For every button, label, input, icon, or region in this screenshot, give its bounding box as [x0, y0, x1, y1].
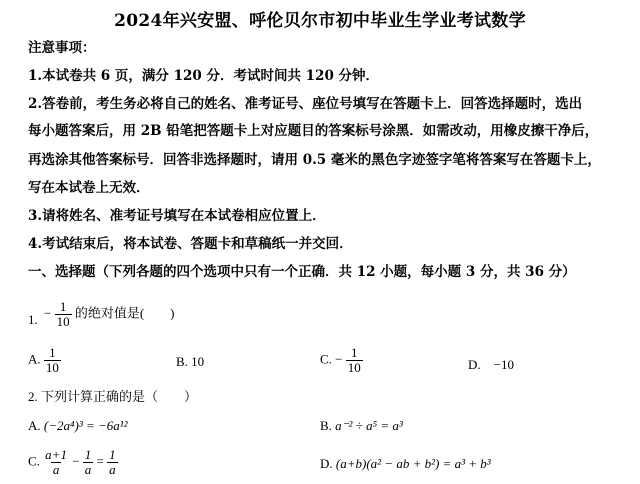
q1-neg-sign: −: [44, 305, 52, 321]
q2-option-d-label: D.: [320, 456, 333, 471]
q2-option-a-expr: (−2a⁴)³ = −6a¹²: [43, 418, 128, 433]
q1-numerator: 1: [59, 299, 67, 314]
q2-option-d-expr: (a+b)(a² − ab + b²) = a³ + b³: [335, 456, 491, 471]
q2-option-c-f1-den: a: [52, 462, 60, 477]
section-heading: 一、选择题（下列各题的四个选项中只有一个正确．共 12 小题，每小题 3 分，共 36 分）: [28, 264, 576, 280]
notice-item-2-line-4: 写在本试卷上无效．: [28, 180, 150, 196]
q2-option-a-label: A.: [28, 418, 41, 433]
q1-option-c-fraction: [346, 346, 363, 375]
q2-option-c-equals: =: [96, 453, 104, 469]
q1-option-a-label: A.: [28, 351, 41, 367]
q1-option-c-neg: −: [335, 351, 343, 367]
notice-item-2-line-1: 2.答卷前，考生务必将自己的姓名、准考证号、座位号填写在答题卡上．回答选择题时，选出: [28, 96, 583, 112]
q2-option-b-label: B.: [320, 418, 332, 433]
q2-option-b: [320, 418, 403, 434]
q1-option-a-den: 10: [45, 360, 59, 375]
q2-option-b-expr: a⁻² ÷ a⁵ = a³: [335, 418, 403, 433]
notice-item-2-line-3: 再选涂其他答案标号．回答非选择题时，请用 0.5 毫米的黑色字迹签字笔将答案写在答题卡上，: [28, 152, 601, 168]
q2-option-c-f1-num: a+1: [45, 447, 67, 462]
q2-option-c-minus: −: [72, 453, 80, 469]
q1-option-b: B. 10: [176, 354, 205, 369]
notice-item-1: 1.本试卷共 6 页，满分 120 分．考试时间共 120 分钟．: [28, 68, 380, 84]
notice-item-4: 4.考试结束后，将本试卷、答题卡和草稿纸一并交回．: [28, 236, 353, 252]
q2-option-d: [320, 456, 491, 472]
notice-heading: 注意事项：: [28, 40, 96, 56]
q1-option-a: [28, 346, 61, 375]
q1-denominator: 10: [56, 314, 70, 329]
notice-item-3: 3.请将姓名、准考证号填写在本试卷相应位置上．: [28, 208, 326, 224]
notice-item-2-line-2: 每小题答案后，用 2B 铅笔把答题卡上对应题目的答案标号涂黑．如需改动，用橡皮擦干净后，: [28, 123, 599, 139]
q2-option-c-fraction-2: [83, 448, 94, 477]
q1-expression: [44, 300, 175, 329]
q1-option-c-num: 1: [351, 345, 358, 360]
q2-stem: 2. 下列计算正确的是（ ）: [28, 389, 198, 404]
q1-option-a-fraction: [44, 346, 61, 375]
q1-option-a-num: 1: [49, 345, 56, 360]
page-title: 2024年兴安盟、呼伦贝尔市初中毕业生学业考试数学: [114, 11, 526, 31]
q2-option-c-f3-num: 1: [109, 447, 116, 462]
q1-number: 1.: [28, 312, 38, 327]
q1-option-d: D. −10: [468, 357, 514, 372]
q1-option-c: [320, 346, 363, 375]
q2-option-a: [28, 418, 128, 434]
q2-option-c: [28, 448, 118, 477]
q2-option-c-f3-den: a: [109, 462, 116, 477]
q2-option-c-f2-num: 1: [84, 447, 92, 462]
q2-option-c-f2-den: a: [84, 462, 92, 477]
q1-stem: 的绝对值是( ): [74, 305, 175, 321]
q2-option-c-label: C.: [28, 453, 40, 469]
q1-option-c-den: 10: [347, 360, 361, 375]
q2-option-c-fraction-3: [107, 448, 118, 477]
q2-option-c-fraction-1: [43, 448, 69, 477]
q1-fraction: [55, 300, 72, 329]
q1-option-c-label: C.: [320, 351, 332, 367]
